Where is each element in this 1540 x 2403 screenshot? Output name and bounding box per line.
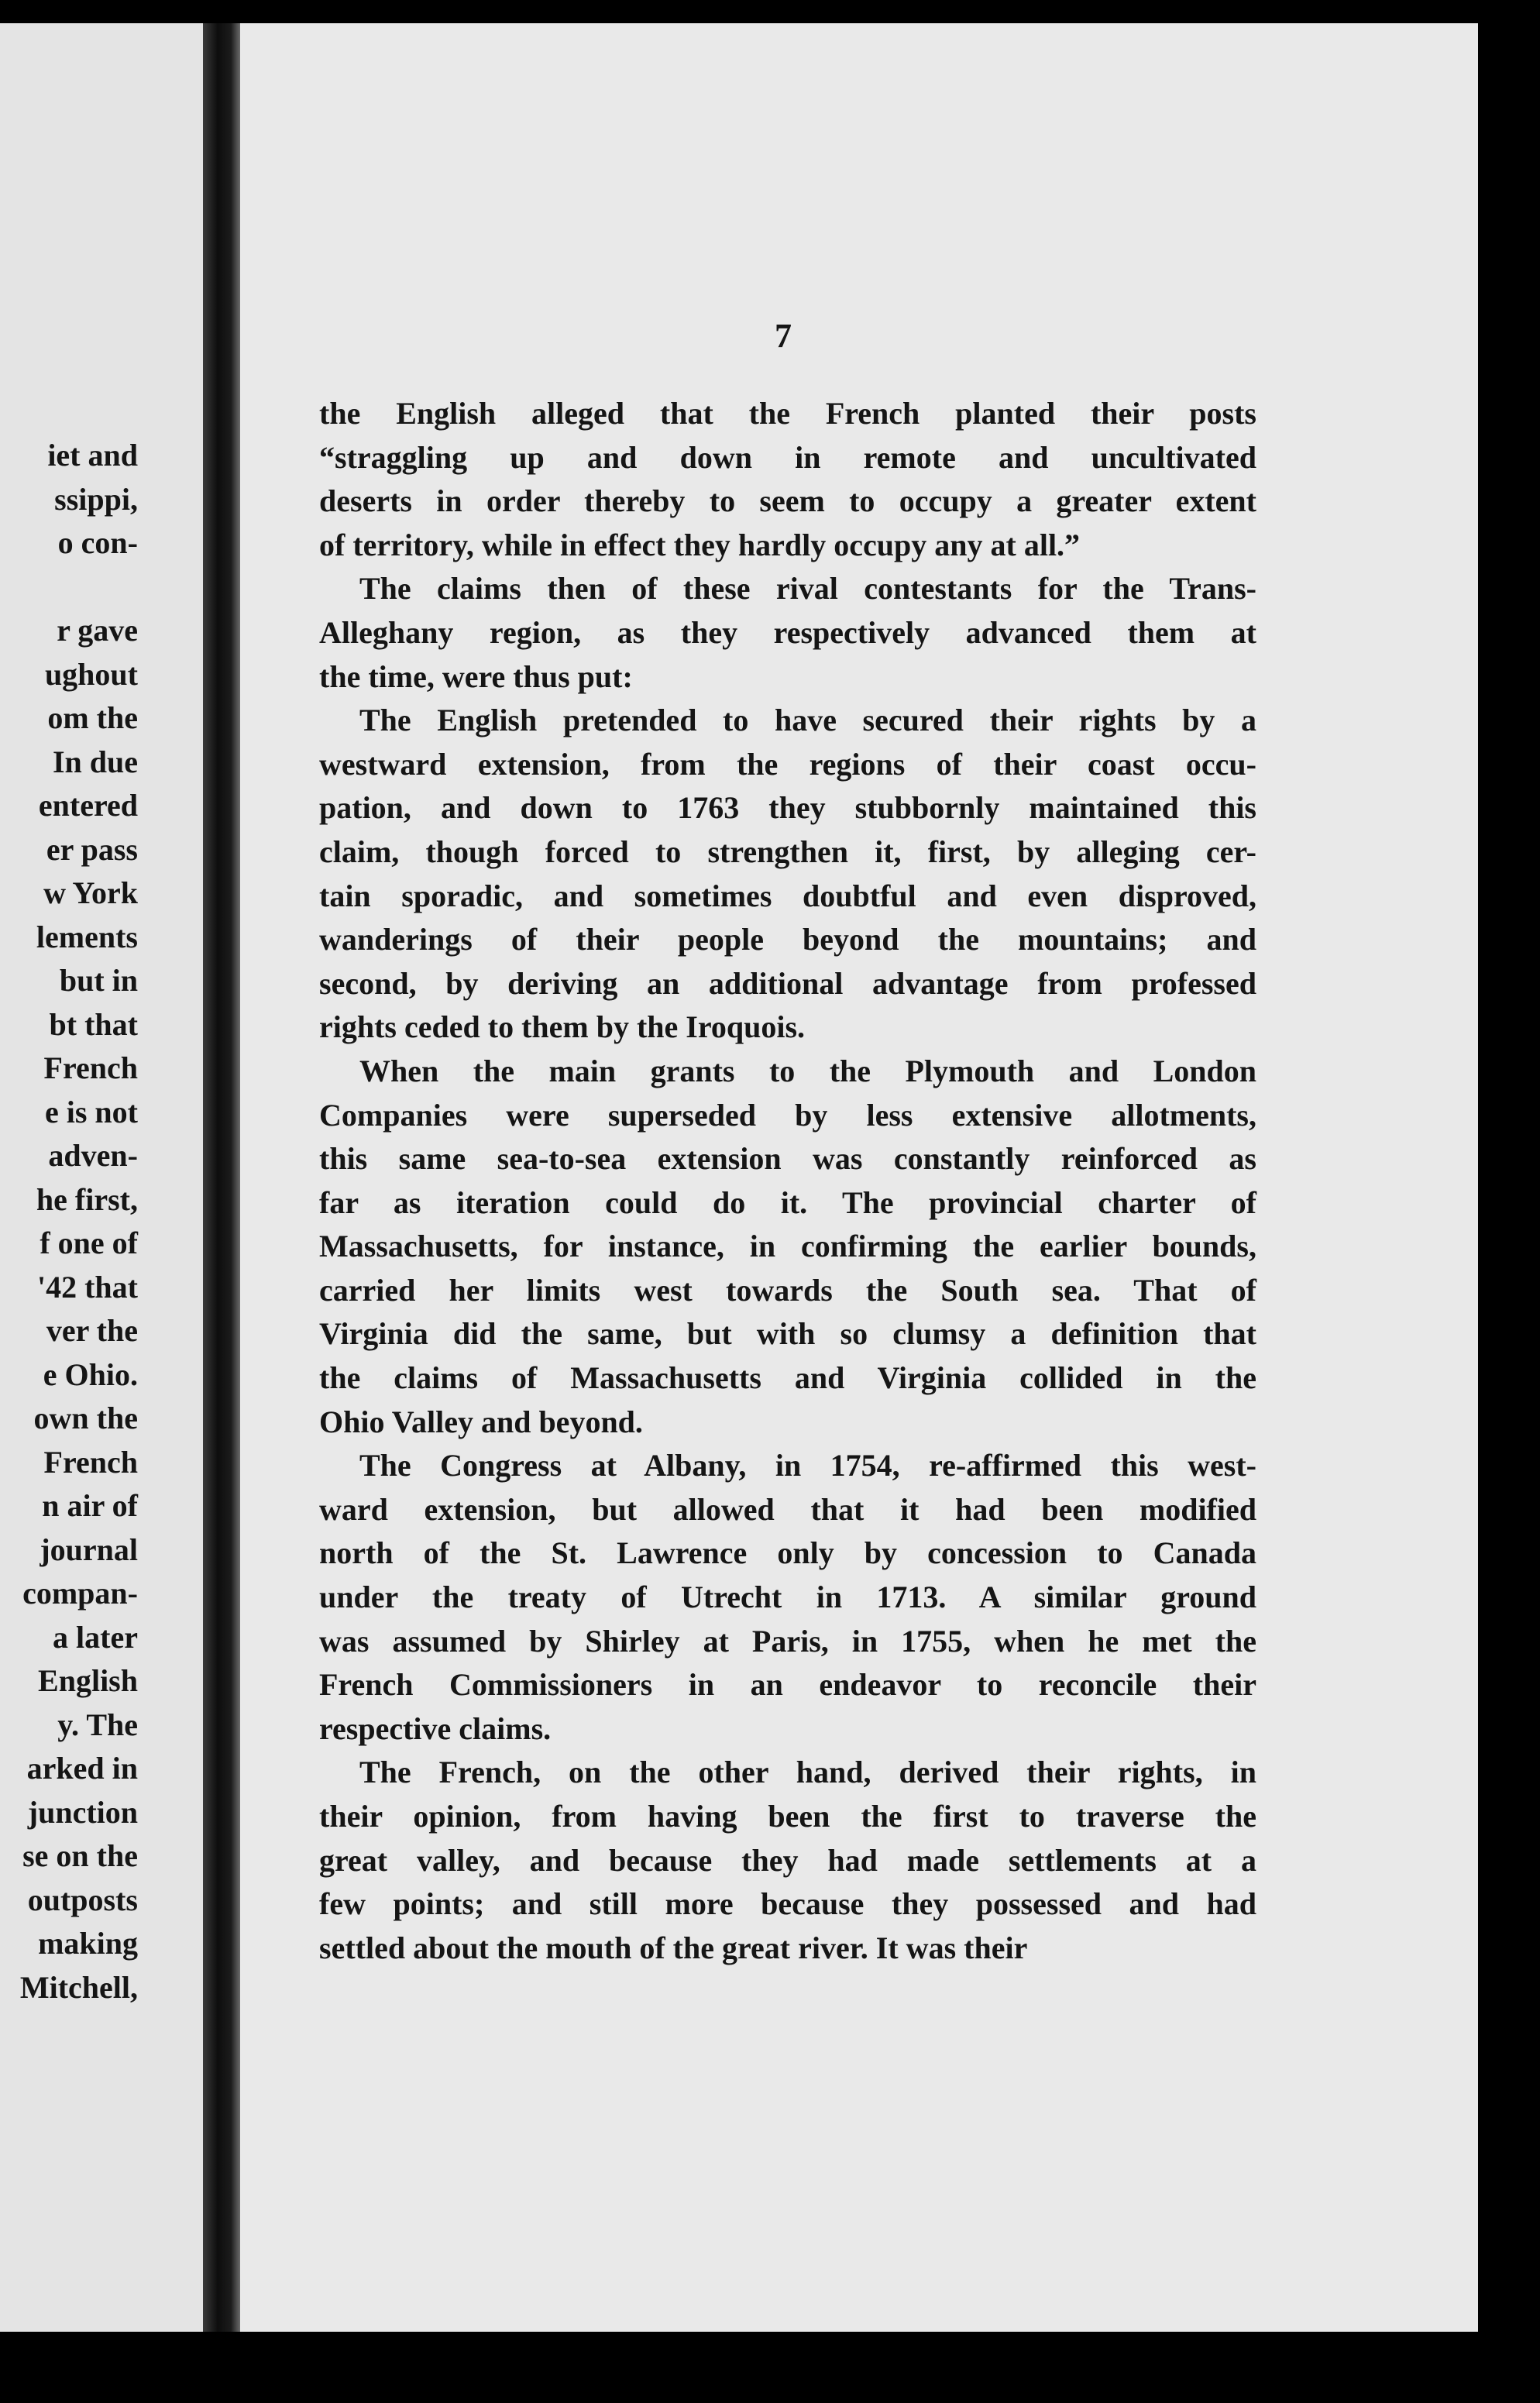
left-page-line: er pass	[46, 831, 138, 867]
paragraph	[319, 567, 1256, 699]
text-line: wanderings of their people beyond the mountains; and	[319, 922, 1256, 957]
left-facing-page	[0, 23, 203, 2332]
text-line: respective claims.	[319, 1710, 552, 1746]
left-page-line: r gave	[57, 613, 138, 648]
left-page-line: ssippi,	[54, 481, 138, 517]
text-line: “straggling up and down in remote and uncultivated	[319, 439, 1256, 475]
left-page-line: w York	[43, 875, 138, 910]
text-line: was assumed by Shirley at Paris, in 1755, when he met the	[319, 1623, 1256, 1659]
text-line: French Commissioners in an endeavor to reconcile their	[319, 1667, 1256, 1703]
text-line: under the treaty of Utrecht in 1713. A similar ground	[319, 1580, 1256, 1615]
text-line: ward extension, but allowed that it had been modified	[319, 1491, 1256, 1527]
text-line: the claims of Massachusetts and Virginia collided in the	[319, 1360, 1256, 1396]
book-gutter	[203, 23, 240, 2332]
text-line: this same sea-to-sea extension was constantly reinforced as	[319, 1141, 1256, 1177]
text-line: tain sporadic, and sometimes doubtful and even disproved,	[319, 878, 1256, 913]
page-number: 7	[775, 317, 792, 355]
left-page-line: '42 that	[37, 1269, 138, 1305]
left-page-line: outposts	[27, 1882, 138, 1917]
text-line: The claims then of these rival contestants for the Trans-	[359, 571, 1256, 607]
left-page-line: se on the	[22, 1838, 138, 1873]
text-line: Companies were superseded by less extensive allotments,	[319, 1097, 1256, 1133]
left-page-line: om the	[47, 700, 138, 735]
left-page-line: journal	[40, 1532, 138, 1567]
left-page-line: y. The	[57, 1707, 138, 1742]
text-line: Massachusetts, for instance, in confirming the earlier bounds,	[319, 1229, 1256, 1264]
paragraph	[319, 1050, 1256, 1444]
left-page-text	[20, 434, 138, 2009]
text-line: carried her limits west towards the South sea. That of	[319, 1272, 1256, 1308]
text-line: The French, on the other hand, derived their rights, in	[359, 1755, 1256, 1790]
left-page-line: he first,	[36, 1181, 138, 1217]
right-page	[240, 23, 1478, 2332]
left-page-line: compan-	[22, 1576, 138, 1611]
left-page-line: junction	[27, 1794, 138, 1830]
text-line: rights ceded to them by the Iroquois.	[319, 1009, 806, 1045]
left-page-line: but in	[59, 963, 138, 998]
left-page-line: arked in	[26, 1751, 138, 1786]
text-line: far as iteration could do it. The provincial charter of	[319, 1184, 1256, 1220]
left-page-line: In due	[52, 744, 138, 779]
text-line: north of the St. Lawrence only by concession to Canada	[319, 1535, 1256, 1571]
left-page-line: adven-	[48, 1138, 138, 1173]
text-line: deserts in order thereby to seem to occupy a greater extent	[319, 483, 1256, 519]
left-page-line: English	[38, 1663, 138, 1698]
text-line: pation, and down to 1763 they stubbornly maintained this	[319, 790, 1256, 826]
text-line: their opinion, from having been the first to traverse the	[319, 1799, 1256, 1834]
paragraph	[319, 1751, 1256, 1970]
left-page-line: a later	[53, 1619, 138, 1655]
text-line: the English alleged that the French planted their posts	[319, 396, 1256, 431]
page-body-text	[319, 392, 1256, 1970]
left-page-line: e is not	[45, 1094, 138, 1129]
left-page-line	[20, 566, 138, 610]
left-page-line: n air of	[42, 1488, 138, 1523]
paragraph	[319, 1444, 1256, 1751]
text-line: When the main grants to the Plymouth and London	[359, 1053, 1256, 1088]
left-page-line: entered	[38, 788, 138, 823]
left-page-line: own the	[33, 1401, 138, 1435]
left-page-line: f one of	[40, 1226, 138, 1260]
text-line: the time, were thus put:	[319, 658, 633, 694]
text-line: westward extension, from the regions of their coast occu-	[319, 746, 1256, 782]
text-line: second, by deriving an additional advantage from professed	[319, 965, 1256, 1001]
left-page-line: o con-	[57, 525, 138, 560]
left-page-line: e Ohio.	[43, 1356, 138, 1392]
left-page-line: French	[43, 1050, 138, 1085]
text-line: Virginia did the same, but with so clumsy a definition that	[319, 1316, 1256, 1352]
text-line: claim, though forced to strengthen it, first, by alleging cer-	[319, 834, 1256, 869]
left-page-line: bt that	[49, 1006, 138, 1042]
text-line: of territory, while in effect they hardly occupy any at all.”	[319, 527, 1081, 562]
left-page-line: Mitchell,	[19, 1969, 138, 2005]
text-line: The Congress at Albany, in 1754, re-affirmed this west-	[359, 1448, 1256, 1483]
left-page-line: French	[43, 1444, 138, 1480]
left-page-line: ughout	[44, 656, 138, 692]
text-line: few points; and still more because they possessed and had	[319, 1886, 1256, 1922]
left-page-line: lements	[36, 919, 138, 954]
text-line: settled about the mouth of the great river. It was their	[319, 1930, 1028, 1965]
text-line: great valley, and because they had made settlements at a	[319, 1842, 1256, 1878]
text-line: Alleghany region, as they respectively advanced them at	[319, 614, 1256, 650]
paragraph	[319, 392, 1256, 567]
text-line: Ohio Valley and beyond.	[319, 1404, 643, 1439]
text-line: The English pretended to have secured their rights by a	[359, 703, 1256, 738]
left-page-line: iet and	[47, 438, 138, 473]
paragraph	[319, 699, 1256, 1050]
left-page-line: ver the	[46, 1313, 138, 1348]
left-page-line: making	[38, 1926, 138, 1961]
